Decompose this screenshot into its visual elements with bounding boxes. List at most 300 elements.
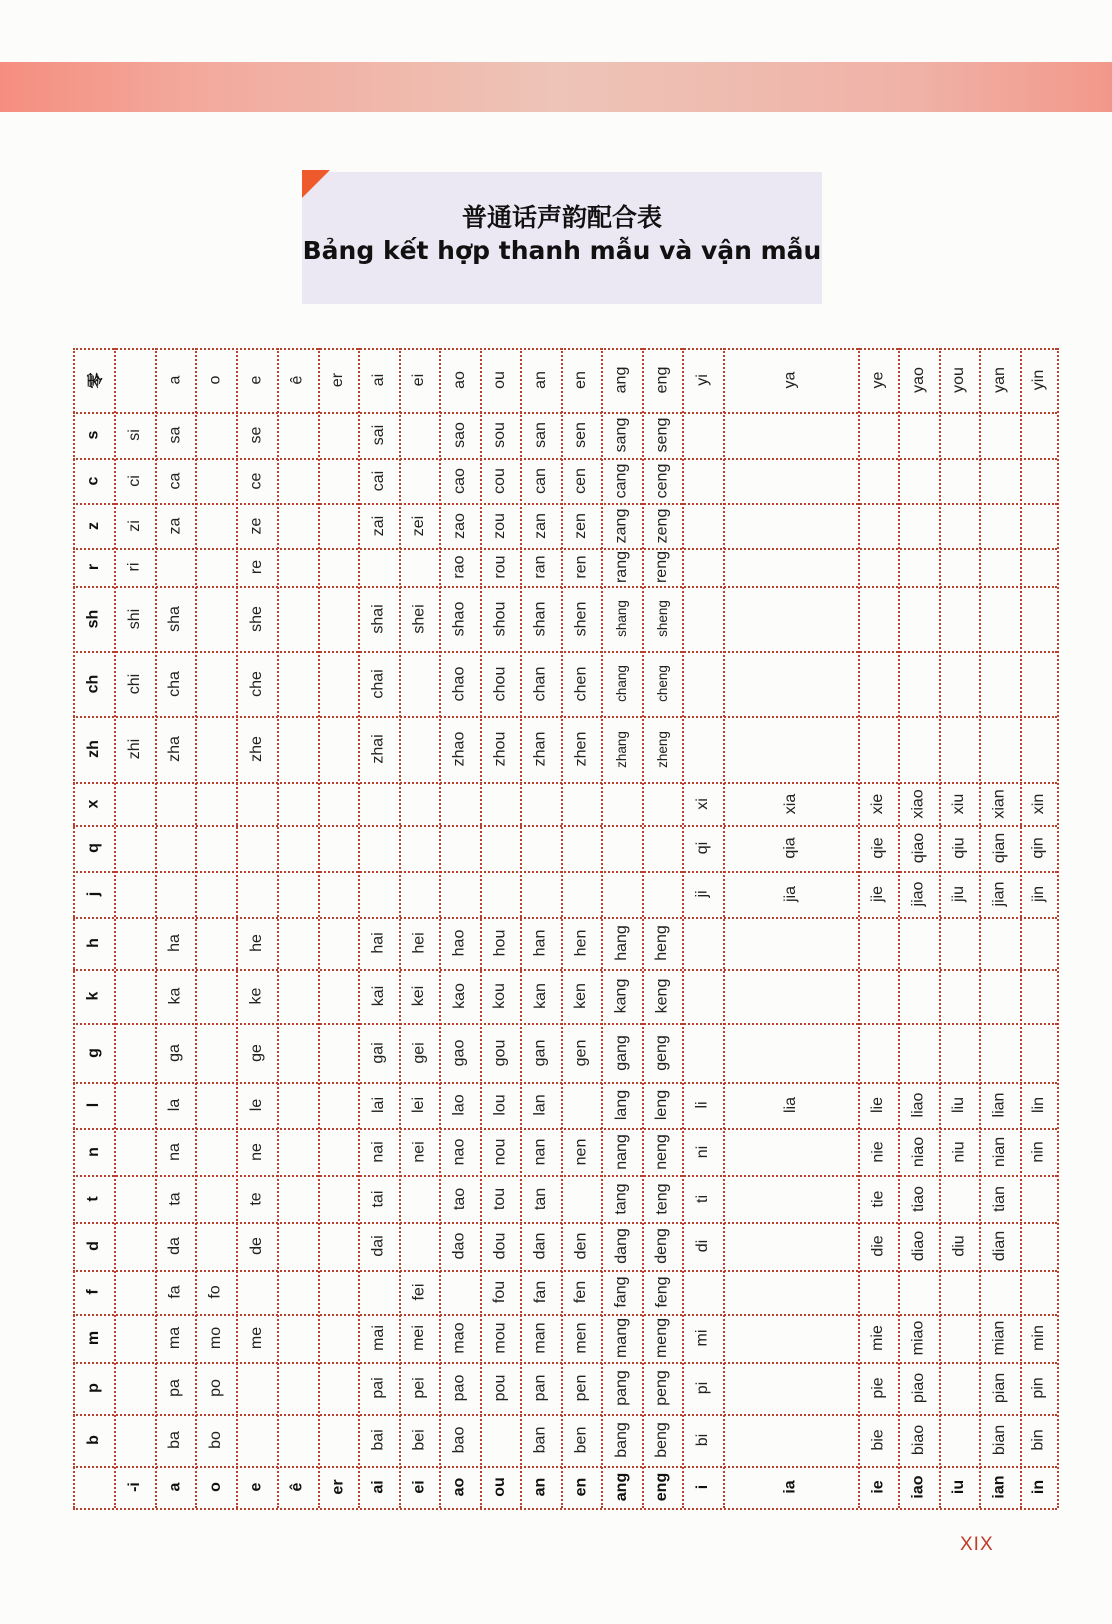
initial-label: f	[84, 1289, 102, 1295]
syllable-cell: rang	[612, 550, 630, 584]
syllable-cell: cheng	[654, 665, 670, 702]
syllable-cell: tou	[491, 1187, 509, 1210]
syllable-cell: dao	[450, 1232, 468, 1260]
syllable-cell: meng	[653, 1317, 671, 1359]
syllable-cell: ang	[612, 366, 630, 394]
syllable-cell: kai	[369, 985, 387, 1007]
syllable-cell: zan	[531, 512, 549, 539]
syllable-cell: fang	[612, 1276, 630, 1308]
syllable-cell: tie	[868, 1190, 886, 1207]
syllable-cell: min	[1029, 1325, 1047, 1351]
final-label: eng	[653, 1472, 671, 1502]
syllable-cell: ni	[693, 1145, 711, 1158]
syllable-cell: pou	[490, 1374, 508, 1402]
syllable-cell: shao	[450, 601, 468, 636]
syllable-cell: fa	[166, 1285, 184, 1299]
syllable-cell: ta	[166, 1191, 184, 1206]
syllable-cell: gei	[410, 1041, 428, 1064]
syllable-cell: beng	[652, 1422, 670, 1458]
grid-hline	[73, 716, 1057, 718]
grid-vline	[939, 348, 941, 1508]
syllable-cell: zha	[165, 736, 183, 762]
syllable-cell: da	[165, 1237, 183, 1255]
syllable-cell: tan	[531, 1187, 549, 1210]
title-vietnamese: Bảng kết hợp thanh mẫu và vận mẫu	[302, 236, 822, 265]
grid-vline	[399, 348, 401, 1508]
syllable-cell: xin	[1029, 793, 1047, 814]
syllable-cell: bie	[869, 1429, 887, 1451]
syllable-cell: jin	[1029, 885, 1047, 903]
syllable-cell: fei	[409, 1283, 427, 1301]
syllable-cell: zai	[369, 515, 387, 536]
syllable-cell: reng	[653, 550, 671, 584]
syllable-cell: zen	[571, 512, 589, 539]
syllable-cell: zeng	[652, 508, 670, 543]
syllable-cell: de	[247, 1237, 265, 1255]
final-label: ai	[369, 1480, 387, 1494]
syllable-cell: qia	[781, 837, 799, 859]
syllable-cell: niao	[909, 1136, 927, 1167]
grid-vline	[277, 348, 279, 1508]
syllable-cell: cha	[165, 670, 183, 697]
initial-label: 零	[87, 371, 105, 389]
final-label: an	[531, 1477, 549, 1497]
final-label: ao	[450, 1477, 468, 1497]
syllable-cell: che	[247, 670, 265, 697]
syllable-cell: fou	[491, 1280, 509, 1304]
syllable-cell: feng	[653, 1276, 671, 1308]
syllable-cell: po	[206, 1379, 224, 1397]
syllable-cell: han	[531, 929, 549, 957]
syllable-cell: can	[531, 467, 549, 494]
syllable-cell: bei	[410, 1429, 428, 1451]
syllable-cell: ze	[247, 517, 265, 534]
syllable-cell: ê	[288, 375, 306, 385]
syllable-cell: qiu	[950, 837, 968, 859]
syllable-cell: mi	[693, 1329, 711, 1347]
syllable-cell: gou	[490, 1039, 508, 1066]
syllable-cell: chan	[531, 666, 549, 701]
syllable-cell: die	[869, 1235, 887, 1257]
syllable-cell: chen	[571, 666, 589, 701]
syllable-cell: kan	[531, 983, 549, 1009]
initial-label: c	[84, 476, 102, 485]
grid-hline	[73, 1508, 1057, 1510]
syllable-cell: ben	[571, 1426, 589, 1454]
initial-label: l	[84, 1102, 102, 1108]
syllable-cell: sa	[165, 426, 183, 444]
syllable-cell: eng	[652, 366, 670, 394]
syllable-cell: chi	[125, 673, 143, 694]
syllable-cell: ran	[531, 555, 549, 579]
syllable-cell: zhou	[490, 731, 508, 767]
syllable-cell: dang	[612, 1228, 630, 1264]
syllable-cell: pan	[531, 1374, 549, 1402]
syllable-cell: chou	[490, 666, 508, 701]
syllable-cell: e	[247, 375, 265, 385]
grid-hline	[73, 548, 1057, 550]
syllable-cell: dian	[990, 1230, 1008, 1262]
syllable-cell: ge	[247, 1043, 265, 1062]
syllable-cell: nie	[869, 1140, 887, 1163]
syllable-cell: ka	[165, 987, 183, 1005]
syllable-cell: gan	[531, 1039, 549, 1066]
syllable-cell: shou	[490, 601, 508, 636]
syllable-cell: peng	[652, 1370, 670, 1406]
syllable-cell: teng	[653, 1182, 671, 1215]
syllable-cell: ti	[693, 1194, 711, 1203]
syllable-cell: nian	[990, 1136, 1008, 1167]
syllable-cell: shei	[410, 603, 428, 634]
grid-vline	[1057, 348, 1059, 1508]
syllable-cell: chao	[450, 666, 468, 701]
grid-vline	[195, 348, 197, 1508]
syllable-cell: me	[247, 1326, 265, 1350]
final-label: ia	[781, 1480, 799, 1494]
syllable-cell: diu	[950, 1235, 968, 1257]
syllable-cell: zhang	[613, 730, 629, 768]
syllable-cell: tang	[612, 1182, 630, 1215]
syllable-cell: zhai	[369, 734, 387, 764]
final-label: -i	[125, 1482, 143, 1492]
grid-hline	[73, 871, 1057, 873]
syllable-cell: gao	[450, 1039, 468, 1066]
syllable-cell: yi	[693, 374, 711, 386]
initial-label: k	[84, 991, 102, 1001]
initial-label: sh	[84, 609, 102, 628]
syllable-cell: mao	[450, 1322, 468, 1354]
syllable-cell: fo	[206, 1285, 224, 1299]
syllable-cell: mo	[206, 1326, 224, 1350]
syllable-cell: ban	[531, 1426, 549, 1454]
syllable-cell: lia	[781, 1096, 799, 1114]
syllable-cell: pi	[693, 1381, 711, 1395]
grid-vline	[520, 348, 522, 1508]
syllable-cell: hen	[571, 929, 589, 957]
grid-hline	[73, 1270, 1057, 1272]
syllable-cell: nao	[450, 1138, 468, 1165]
initial-label: t	[84, 1195, 102, 1202]
syllable-cell: ceng	[652, 463, 670, 498]
grid-vline	[480, 348, 482, 1508]
syllable-cell: bai	[369, 1429, 387, 1451]
syllable-cell: ri	[125, 562, 143, 572]
syllable-cell: seng	[652, 417, 670, 453]
final-label: ang	[612, 1472, 630, 1502]
syllable-cell: re	[247, 559, 265, 575]
syllable-cell: sai	[369, 424, 387, 446]
syllable-cell: neng	[652, 1133, 670, 1170]
grid-vline	[601, 348, 603, 1508]
final-label: iao	[909, 1475, 927, 1499]
syllable-cell: lao	[450, 1094, 468, 1116]
syllable-cell: san	[531, 422, 549, 448]
final-label: er	[329, 1479, 347, 1495]
syllable-cell: kou	[490, 983, 508, 1009]
syllable-cell: xian	[990, 788, 1008, 819]
syllable-cell: leng	[653, 1089, 671, 1121]
grid-vline	[1020, 348, 1022, 1508]
title-chinese: 普通话声韵配合表	[461, 203, 662, 232]
syllable-cell: sha	[165, 605, 183, 632]
syllable-cell: ca	[165, 472, 183, 489]
syllable-cell: lai	[369, 1096, 387, 1114]
syllable-cell: an	[531, 371, 549, 389]
syllable-cell: ga	[165, 1043, 183, 1062]
initial-label: z	[84, 521, 102, 530]
syllable-cell: xiu	[950, 793, 968, 814]
page-number: XIX	[960, 1534, 994, 1555]
syllable-cell: tao	[450, 1187, 468, 1210]
syllable-cell: sao	[450, 422, 468, 448]
syllable-cell: jiao	[909, 881, 927, 907]
syllable-cell: mie	[868, 1325, 886, 1351]
syllable-cell: zhe	[247, 736, 265, 762]
initial-label: p	[84, 1383, 102, 1393]
syllable-cell: sen	[571, 422, 589, 448]
syllable-cell: ou	[490, 371, 508, 389]
grid-hline	[73, 1082, 1057, 1084]
final-label: iu	[950, 1479, 968, 1495]
syllable-cell: tiao	[909, 1185, 927, 1212]
syllable-cell: hang	[612, 925, 630, 961]
syllable-cell: xiao	[909, 788, 927, 819]
syllable-cell: lou	[491, 1094, 509, 1116]
syllable-cell: gen	[571, 1039, 589, 1066]
final-label: ê	[288, 1482, 306, 1492]
syllable-cell: lan	[531, 1094, 549, 1116]
grid-vline	[898, 348, 900, 1508]
grid-hline	[73, 1466, 1057, 1468]
initial-label: ch	[84, 674, 102, 693]
syllable-cell: pei	[410, 1377, 428, 1399]
syllable-cell: cang	[612, 463, 630, 498]
syllable-cell: pian	[990, 1372, 1008, 1404]
syllable-cell: ai	[369, 373, 387, 387]
grid-hline	[73, 1222, 1057, 1224]
syllable-cell: heng	[652, 925, 670, 961]
syllable-cell: xia	[781, 793, 799, 814]
initial-label: s	[84, 430, 102, 440]
syllable-cell: ao	[450, 371, 468, 389]
grid-vline	[682, 348, 684, 1508]
syllable-cell: zei	[410, 515, 428, 536]
grid-vline	[561, 348, 563, 1508]
grid-hline	[73, 651, 1057, 653]
grid-hline	[73, 1128, 1057, 1130]
syllable-cell: cou	[490, 467, 508, 494]
syllable-cell: tai	[369, 1190, 387, 1207]
grid-hline	[73, 917, 1057, 919]
syllable-cell: zang	[612, 508, 630, 543]
syllable-cell: den	[571, 1232, 589, 1260]
syllable-cell: bian	[990, 1424, 1008, 1456]
syllable-cell: nei	[410, 1140, 428, 1163]
syllable-cell: ma	[166, 1326, 184, 1350]
grid-hline	[73, 412, 1057, 414]
grid-hline	[73, 458, 1057, 460]
syllable-cell: nan	[531, 1138, 549, 1165]
syllable-cell: zi	[125, 519, 143, 532]
syllable-cell: gang	[612, 1034, 630, 1071]
syllable-cell: pin	[1029, 1377, 1047, 1399]
syllable-cell: jian	[990, 881, 1008, 907]
syllable-cell: lie	[869, 1096, 887, 1114]
syllable-cell: pai	[369, 1377, 387, 1399]
final-label: o	[206, 1482, 224, 1492]
syllable-cell: zhi	[125, 738, 143, 760]
syllable-cell: liao	[909, 1092, 927, 1118]
final-label: ou	[490, 1477, 508, 1497]
syllable-cell: shen	[571, 601, 589, 636]
syllable-cell: chang	[613, 665, 629, 702]
syllable-cell: en	[571, 371, 589, 389]
syllable-cell: biao	[909, 1424, 927, 1456]
syllable-cell: deng	[652, 1228, 670, 1264]
grid-vline	[979, 348, 981, 1508]
syllable-cell: bi	[693, 1433, 711, 1447]
syllable-cell: nou	[490, 1138, 508, 1165]
grid-hline	[73, 1023, 1057, 1025]
syllable-cell: he	[247, 934, 265, 952]
initial-label: q	[84, 843, 102, 853]
syllable-cell: hou	[490, 929, 508, 957]
syllable-cell: zheng	[654, 730, 670, 768]
syllable-cell: jie	[869, 885, 887, 903]
initial-label: g	[84, 1047, 102, 1058]
syllable-cell: she	[247, 605, 265, 632]
syllable-cell: ren	[572, 555, 590, 579]
syllable-cell: o	[206, 375, 224, 385]
syllable-cell: lei	[410, 1096, 428, 1114]
syllable-cell: dai	[369, 1235, 387, 1257]
initial-label: m	[84, 1330, 102, 1346]
initial-label: j	[84, 891, 102, 897]
syllable-cell: ce	[247, 472, 265, 489]
grid-hline	[73, 825, 1057, 827]
syllable-cell: kang	[612, 978, 630, 1014]
syllable-cell: pie	[869, 1377, 887, 1399]
syllable-cell: bo	[206, 1431, 224, 1449]
syllable-cell: nen	[571, 1138, 589, 1165]
syllable-cell: keng	[652, 978, 670, 1014]
grid-hline	[73, 782, 1057, 784]
final-label: ei	[410, 1480, 428, 1494]
syllable-cell: dou	[490, 1232, 508, 1260]
grid-vline	[358, 348, 360, 1508]
final-label: en	[571, 1477, 589, 1497]
syllable-cell: kei	[410, 985, 428, 1007]
syllable-cell: ne	[247, 1142, 265, 1161]
syllable-cell: zhao	[450, 731, 468, 767]
initial-label: x	[84, 799, 102, 808]
initial-label: b	[84, 1435, 102, 1445]
final-label: ie	[869, 1480, 887, 1494]
syllable-cell: sang	[612, 417, 630, 453]
grid-hline	[73, 1175, 1057, 1177]
final-label: i	[693, 1484, 711, 1490]
syllable-cell: la	[166, 1098, 184, 1112]
syllable-cell: hai	[369, 932, 387, 954]
syllable-cell: yin	[1029, 369, 1047, 391]
grid-vline	[73, 348, 75, 1508]
syllable-cell: men	[572, 1322, 590, 1354]
final-label: a	[165, 1482, 183, 1492]
syllable-cell: lang	[612, 1089, 630, 1121]
syllable-cell: tian	[990, 1185, 1008, 1212]
syllable-cell: qian	[990, 832, 1008, 864]
syllable-cell: nang	[612, 1133, 630, 1170]
grid-vline	[858, 348, 860, 1508]
syllable-cell: pang	[612, 1370, 630, 1406]
syllable-cell: liu	[950, 1096, 968, 1114]
syllable-cell: ya	[781, 371, 799, 389]
initial-label: h	[84, 938, 102, 948]
syllable-cell: xie	[869, 793, 887, 814]
syllable-cell: kao	[450, 983, 468, 1009]
grid-vline	[439, 348, 441, 1508]
grid-hline	[73, 1362, 1057, 1364]
initial-label: n	[84, 1146, 102, 1157]
syllable-cell: mai	[369, 1325, 387, 1351]
syllable-cell: gai	[369, 1041, 387, 1064]
syllable-cell: lian	[990, 1092, 1008, 1118]
syllable-cell: cen	[571, 467, 589, 494]
syllable-cell: te	[247, 1191, 265, 1206]
syllable-cell: yan	[990, 367, 1008, 393]
syllable-cell: pa	[165, 1379, 183, 1397]
syllable-cell: sheng	[654, 600, 670, 637]
syllable-cell: er	[329, 372, 347, 388]
syllable-cell: ji	[693, 890, 711, 898]
syllable-cell: you	[949, 367, 967, 393]
syllable-cell: rou	[491, 555, 509, 579]
syllable-cell: rao	[450, 555, 468, 579]
grid-hline	[73, 1414, 1057, 1416]
initial-label: zh	[84, 740, 102, 758]
syllable-cell: ken	[571, 983, 589, 1009]
syllable-cell: qiao	[909, 832, 927, 864]
initial-label: d	[84, 1241, 102, 1251]
syllable-cell: mian	[990, 1320, 1008, 1356]
syllable-cell: nin	[1029, 1140, 1047, 1163]
initial-label: r	[84, 563, 102, 571]
syllable-cell: lin	[1029, 1096, 1047, 1114]
syllable-cell: li	[693, 1101, 711, 1109]
syllable-cell: shan	[531, 601, 549, 636]
final-label: e	[247, 1482, 265, 1492]
syllable-cell: za	[165, 517, 183, 534]
syllable-cell: ci	[125, 474, 143, 487]
syllable-cell: ye	[868, 371, 886, 389]
syllable-cell: ei	[410, 373, 428, 387]
grid-hline	[73, 1314, 1057, 1316]
final-label: ian	[990, 1475, 1008, 1499]
syllable-cell: na	[165, 1142, 183, 1161]
grid-hline	[73, 503, 1057, 505]
grid-hline	[73, 586, 1057, 588]
syllable-cell: si	[125, 429, 143, 441]
syllable-cell: ke	[247, 987, 265, 1005]
syllable-cell: zhen	[571, 731, 589, 767]
syllable-cell: bao	[450, 1426, 468, 1454]
syllable-cell: le	[247, 1098, 265, 1112]
syllable-cell: dan	[531, 1232, 549, 1260]
syllable-cell: sou	[490, 422, 508, 448]
syllable-cell: di	[693, 1239, 711, 1253]
syllable-cell: jiu	[950, 885, 968, 903]
grid-vline	[642, 348, 644, 1508]
